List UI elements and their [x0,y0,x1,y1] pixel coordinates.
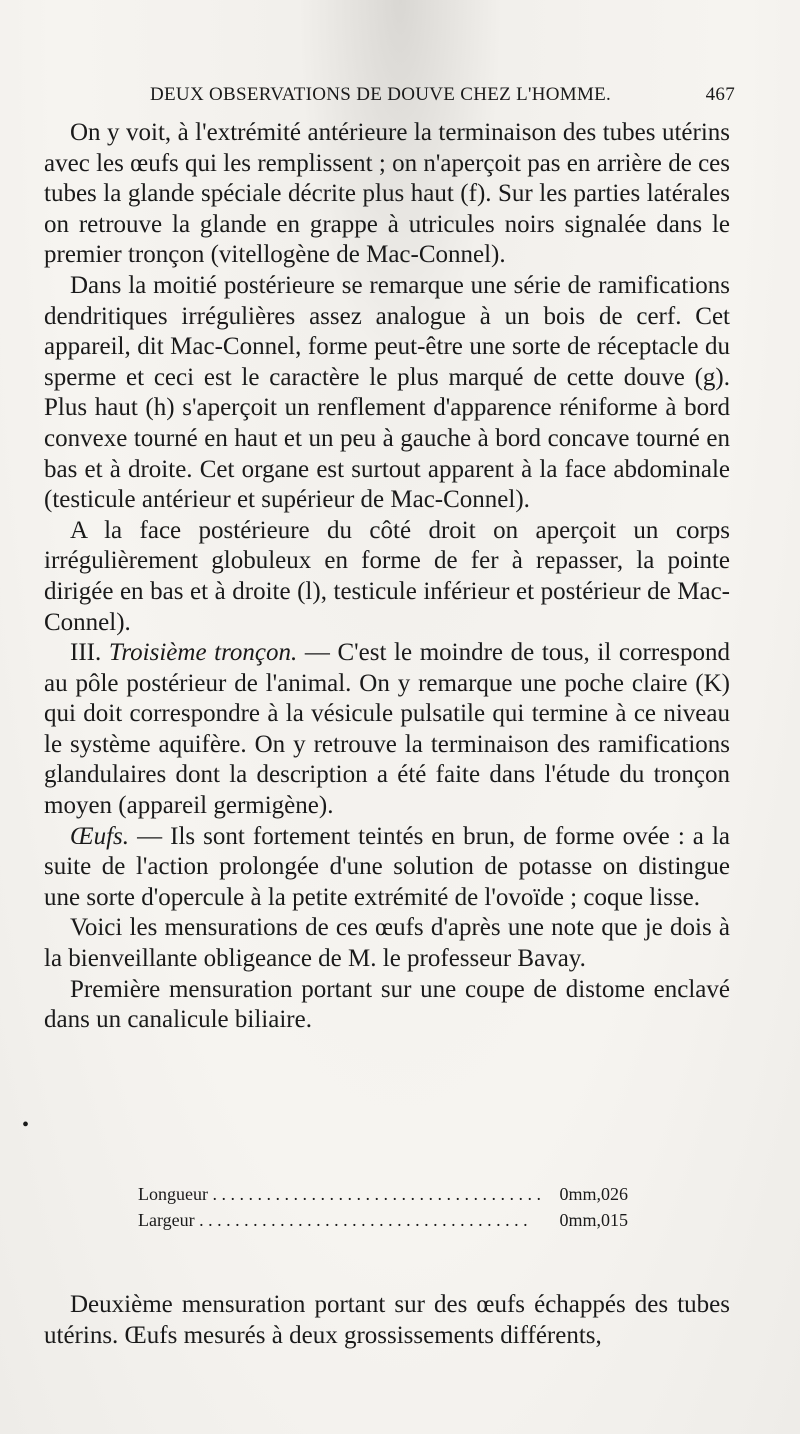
paragraph-mensurations: Voici les mensurations de ces œufs d'après une note que je dois à la bienveillante obligeance de M. le professeur Bavay. [44,914,730,973]
measurement-row [138,1184,628,1205]
paragraph-2: Dans la moitié postérieure se remarque une série de ramifications dendritiques irrégulières assez analogue à un bois de cerf. Cet appareil, dit Mac-Connel, forme peut-être une sorte de réceptacle du sperme et ceci est le caractère le plus marqué de cette douve (g). Plus haut (h) s'aperçoit un renflement d'apparence réniforme à bord convexe tourné en haut et un peu à gauche à bord concave tourné en bas et à droite. Cet organe est surtout apparent à la face abdominale (testicule antérieur et supérieur de Mac-Connel). [44,271,730,514]
section-3-prefix: III. [70,639,109,667]
paragraph-section-3 [44,638,730,822]
measurement-label: Largeur . . . [138,1210,556,1231]
running-title: DEUX OBSERVATIONS DE DOUVE CHEZ L'HOMME. [150,84,612,105]
section-3-heading: Troisième tronçon. [108,639,298,667]
measurement-value: 0mm,015 [559,1210,628,1230]
measurement-label: Longueur . . . [138,1184,556,1205]
paragraph-deuxieme: Deuxième mensuration portant sur des œufs échappés des tubes utérins. Œufs mesurés à deux grossissements différents, [44,1291,730,1349]
measurement-row [138,1210,628,1231]
running-head [150,84,735,106]
page-number: 467 [705,84,735,105]
tail-text [44,1290,730,1351]
section-3-text: — C'est le moindre de tous, il correspond au pôle postérieur de l'animal. On y remarque une poche claire (K) qui doit correspondre à la vésicule pulsatile qui termine à ce niveau le système aquifère. On y retrouve la terminaison des ramifications glandulaires dont la description a été faite dans l'étude du tronçon moyen (appareil germigène). [44,639,730,820]
paragraph-oeufs [44,822,730,914]
paragraph-1: On y voit, à l'extrémité antérieure la terminaison des tubes utérins avec les œufs qui les remplissent ; on n'aperçoit pas en arrière de ces tubes la glande spéciale décrite plus haut (f). Sur les parties latérales on retrouve la glande en grappe à utricules noirs signalée dans le premier tronçon (vitellogène de Mac-Connel). [44,119,730,269]
paragraph-premiere: Première mensuration portant sur une coupe de distome enclavé dans un canalicule biliaire. [44,975,730,1034]
margin-bullet: • [22,1114,30,1136]
oeufs-heading: Œufs. [70,822,130,850]
paragraph-3: A la face postérieure du côté droit on aperçoit un corps irrégulièrement globuleux en forme de fer à repasser, la pointe dirigée en bas et à droite (l), testicule inférieur et postérieur de Mac-Connel). [44,516,730,636]
measurement-value: 0mm,026 [559,1184,628,1204]
oeufs-text: — Ils sont fortement teintés en brun, de forme ovée : a la suite de l'action prolongée d'une solution de potasse on distingue une sorte d'opercule à la petite extrémité de l'ovoïde ; coque lisse. [44,822,730,911]
body-text [44,118,730,1036]
